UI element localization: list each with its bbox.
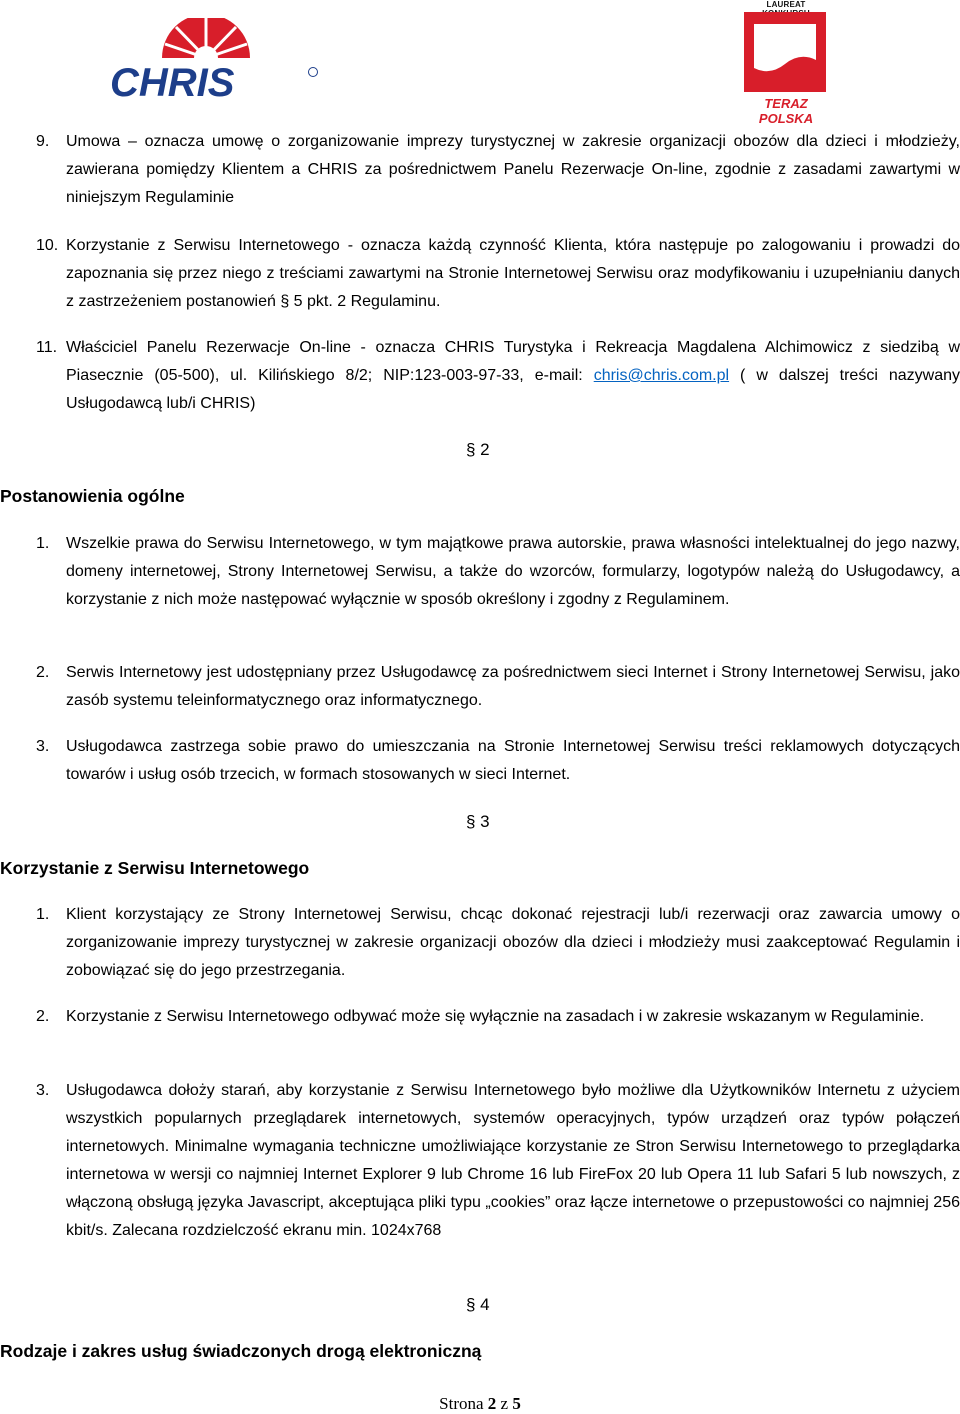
item-text: Usługodawca dołoży starań, aby korzystanie z Serwisu Internetowego było możliwe dla Użytkowników Internetu z użyciem wszystkich popularnych przeglądarek internetowych, systemów operacyjnych, typów urządzeń oraz typów połączeń internetowych. Minimalne wymagania techniczne umożliwiające korzystanie ze Stron Serwisu Internetowego to przeglądarka internetowa w wersji co najmniej Internet Explorer 9 lub Chrome 16 lub FireFox 20 lub Opera 11 lub Safari 5 lub nowszych, z włączoną obsługą języka Javascript, akceptująca pliki typu „cookies” oraz łącze internetowe o przepustowości co najmniej 256 kbit/s. Zalecana rozdzielczość ekranu min. 1024x768 — [66, 1082, 960, 1239]
item-number: 1. — [36, 535, 50, 552]
email-link[interactable]: chris@chris.com.pl — [593, 367, 730, 384]
item-number: 3. — [36, 1082, 50, 1099]
section-mark: § 4 — [466, 1295, 490, 1314]
item-text: Korzystanie z Serwisu Internetowego - oznacza każdą czynność Klienta, która następuje po zalogowaniu i prowadzi do zapoznania się przez niego z treściami zawartymi na Stronie Internetowej Serwisu oraz modyfikowaniu i uzupełnianiu danych z zastrzeżeniem postanowień § 5 pkt. 2 Regulaminu. — [66, 237, 960, 310]
footer-label: Strona — [439, 1394, 484, 1413]
item-text: Umowa – oznacza umowę o zorganizowanie imprezy turystycznej w zakresie organizacji obozów dla dzieci i młodzieży, zawierana pomiędzy Klientem a CHRIS za pośrednictwem Panelu Rezerwacje On-line, zgodnie z zasadami zawartymi w niniejszym Regulaminie — [66, 133, 960, 206]
footer-current-page: 2 — [487, 1394, 497, 1413]
teraz-polska-award-logo — [742, 0, 830, 126]
chris-logo-text: CHRIS — [110, 61, 235, 100]
item-text-part: Właściciel Panelu Rezerwacje On-line - oznacza CHRIS Turystyka i Rekreacja Magdalena Alchimowicz z siedzibą w Piasecznie (05-500), ul. Kilińskiego 8/2; NIP:123-003-97-33, e-mail: — [66, 339, 960, 384]
item-text: Wszelkie prawa do Serwisu Internetowego, w tym majątkowe prawa autorskie, prawa własności intelektualnej do jego nazwy, domeny internetowej, Strony Internetowej Serwisu, a także do wzorców, formularzy, logotypów należą do Usługodawcy, a korzystanie z nich może następować wyłącznie w sposób określony i zgodny z Regulaminem. — [66, 535, 960, 608]
item-text: Klient korzystający ze Strony Internetowej Serwisu, chcąc dokonać rejestracji lub/i rezerwacji oraz zawarcia umowy o zorganizowanie imprezy turystycznej w zakresie organizacji obozów dla dzieci i młodzieży musi zaakceptować Regulamin i zobowiązać się do jego przestrzegania. — [66, 906, 960, 979]
item-number: 11. — [36, 339, 58, 356]
chris-logo — [110, 18, 322, 100]
section-mark: § 3 — [466, 812, 490, 831]
footer-total-pages: 5 — [512, 1394, 521, 1413]
section-heading: Postanowienia ogólne — [0, 486, 185, 506]
item-number: 2. — [36, 664, 50, 681]
page-footer — [0, 1394, 960, 1414]
footer-sep: z — [500, 1394, 509, 1413]
award-label: LAUREAT — [766, 0, 806, 9]
item-text — [66, 334, 960, 418]
item-text: Korzystanie z Serwisu Internetowego odbywać może się wyłącznie na zasadach i w zakresie wskazanym w Regulaminie. — [66, 1008, 925, 1025]
item-number: 2. — [36, 1008, 50, 1025]
chris-logo-icon — [110, 18, 322, 100]
item-number: 3. — [36, 738, 50, 755]
award-name: TERAZ POLSKA — [758, 96, 814, 126]
award-flag-icon — [744, 12, 826, 92]
item-text-part: ( w dalszej treści nazywany Usługodawcą lub/i CHRIS) — [66, 367, 960, 412]
section-heading: Rodzaje i zakres usług świadczonych drogą elektroniczną — [0, 1341, 482, 1361]
item-text: Serwis Internetowy jest udostępniany przez Usługodawcę za pośrednictwem sieci Internet i Strony Internetowej Serwisu, jako zasób systemu teleinformatycznego oraz informatycznego. — [66, 664, 960, 709]
section-mark: § 2 — [466, 440, 490, 459]
item-number: 9. — [36, 133, 50, 150]
item-number: 10. — [36, 237, 59, 254]
item-text: Usługodawca zastrzega sobie prawo do umieszczania na Stronie Internetowej Serwisu treści reklamowych dotyczących towarów i usług osób trzecich, w formach stosowanych w sieci Internet. — [66, 738, 960, 783]
section-heading: Korzystanie z Serwisu Internetowego — [0, 858, 310, 878]
item-number: 1. — [36, 906, 50, 923]
